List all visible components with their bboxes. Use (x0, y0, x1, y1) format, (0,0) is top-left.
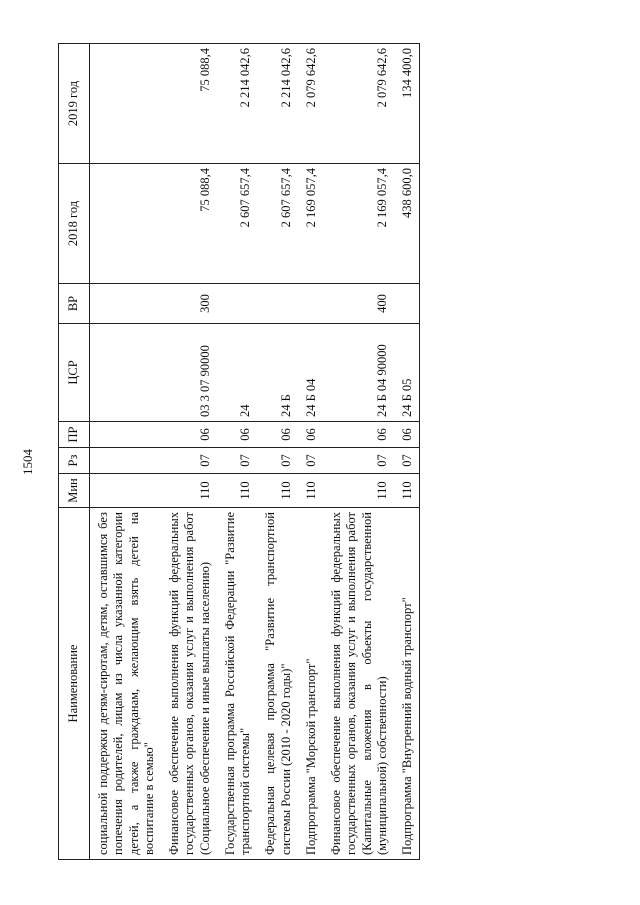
budget-table (58, 43, 420, 860)
row-csr: 24 Б 04 (298, 324, 323, 422)
row-rz: 07 (161, 448, 217, 474)
row-name: Подпрограмма "Внутренний водный транспорт" (394, 508, 420, 860)
row-min: 110 (394, 474, 420, 508)
row-rz: 07 (323, 448, 394, 474)
row-vr (257, 284, 298, 324)
table-row (217, 44, 258, 860)
row-vr (90, 284, 162, 324)
row-name: Федеральная целевая программа "Развитие транспортной системы России (2010 - 2020 годы)" (257, 508, 298, 860)
row-vr (298, 284, 323, 324)
row-vr: 300 (161, 284, 217, 324)
row-csr: 24 Б 04 90000 (323, 324, 394, 422)
table-row (298, 44, 323, 860)
header-min: Мин (59, 474, 90, 508)
table-row (161, 44, 217, 860)
row-pr: 06 (298, 422, 323, 448)
row-2019: 75 088,4 (161, 44, 217, 164)
row-name: Государственная программа Российской Федерации "Развитие транспортной системы" (217, 508, 258, 860)
row-name: социальной поддержки детям-сиротам, детям, оставшимся без попечения родителей, лицам из числа указанной категории детей, а также гражданам, желающим взять детей на воспитание в семью" (90, 508, 162, 860)
header-rz: Рз (59, 448, 90, 474)
row-csr: 24 Б 05 (394, 324, 420, 422)
header-pr: ПР (59, 422, 90, 448)
row-2018: 2 169 057,4 (298, 164, 323, 284)
row-2019 (90, 44, 162, 164)
row-pr: 06 (161, 422, 217, 448)
row-2019: 2 079 642,6 (323, 44, 394, 164)
row-pr: 06 (217, 422, 258, 448)
row-2019: 2 214 042,6 (257, 44, 298, 164)
row-2018: 2 607 657,4 (217, 164, 258, 284)
row-2018: 2 169 057,4 (323, 164, 394, 284)
row-2018: 438 600,0 (394, 164, 420, 284)
row-2018 (90, 164, 162, 284)
table-row (323, 44, 394, 860)
table-row (90, 44, 162, 860)
row-pr: 06 (394, 422, 420, 448)
header-csr: ЦСР (59, 324, 90, 422)
table-row (257, 44, 298, 860)
header-name: Наименование (59, 508, 90, 860)
row-2019: 2 079 642,6 (298, 44, 323, 164)
row-min: 110 (161, 474, 217, 508)
row-vr (394, 284, 420, 324)
row-rz: 07 (217, 448, 258, 474)
header-2019: 2019 год (59, 44, 90, 164)
row-csr (90, 324, 162, 422)
header-2018: 2018 год (59, 164, 90, 284)
row-min (90, 474, 162, 508)
row-rz: 07 (298, 448, 323, 474)
row-min: 110 (298, 474, 323, 508)
row-rz: 07 (257, 448, 298, 474)
row-name: Финансовое обеспечение выполнения функций федеральных государственных органов, оказания услуг и выполнения работ (Социальное обеспечение и иные выплаты населению) (161, 508, 217, 860)
row-csr: 24 (217, 324, 258, 422)
row-csr: 24 Б (257, 324, 298, 422)
row-csr: 03 3 07 90000 (161, 324, 217, 422)
row-vr: 400 (323, 284, 394, 324)
row-pr: 06 (257, 422, 298, 448)
row-min: 110 (257, 474, 298, 508)
row-pr: 06 (323, 422, 394, 448)
row-2019: 134 400,0 (394, 44, 420, 164)
header-row (59, 44, 90, 860)
row-min: 110 (217, 474, 258, 508)
row-rz (90, 448, 162, 474)
row-name: Подпрограмма "Морской транспорт" (298, 508, 323, 860)
row-vr (217, 284, 258, 324)
row-rz: 07 (394, 448, 420, 474)
header-vr: ВР (59, 284, 90, 324)
row-2018: 2 607 657,4 (257, 164, 298, 284)
row-min: 110 (323, 474, 394, 508)
table-row (394, 44, 420, 860)
row-2018: 75 088,4 (161, 164, 217, 284)
row-2019: 2 214 042,6 (217, 44, 258, 164)
page-number: 1504 (20, 449, 35, 475)
row-pr (90, 422, 162, 448)
row-name: Финансовое обеспечение выполнения функций федеральных государственных органов, оказания услуг и выполнения работ (Капитальные вложения в объекты государственной (муниципальной) собственности) (323, 508, 394, 860)
